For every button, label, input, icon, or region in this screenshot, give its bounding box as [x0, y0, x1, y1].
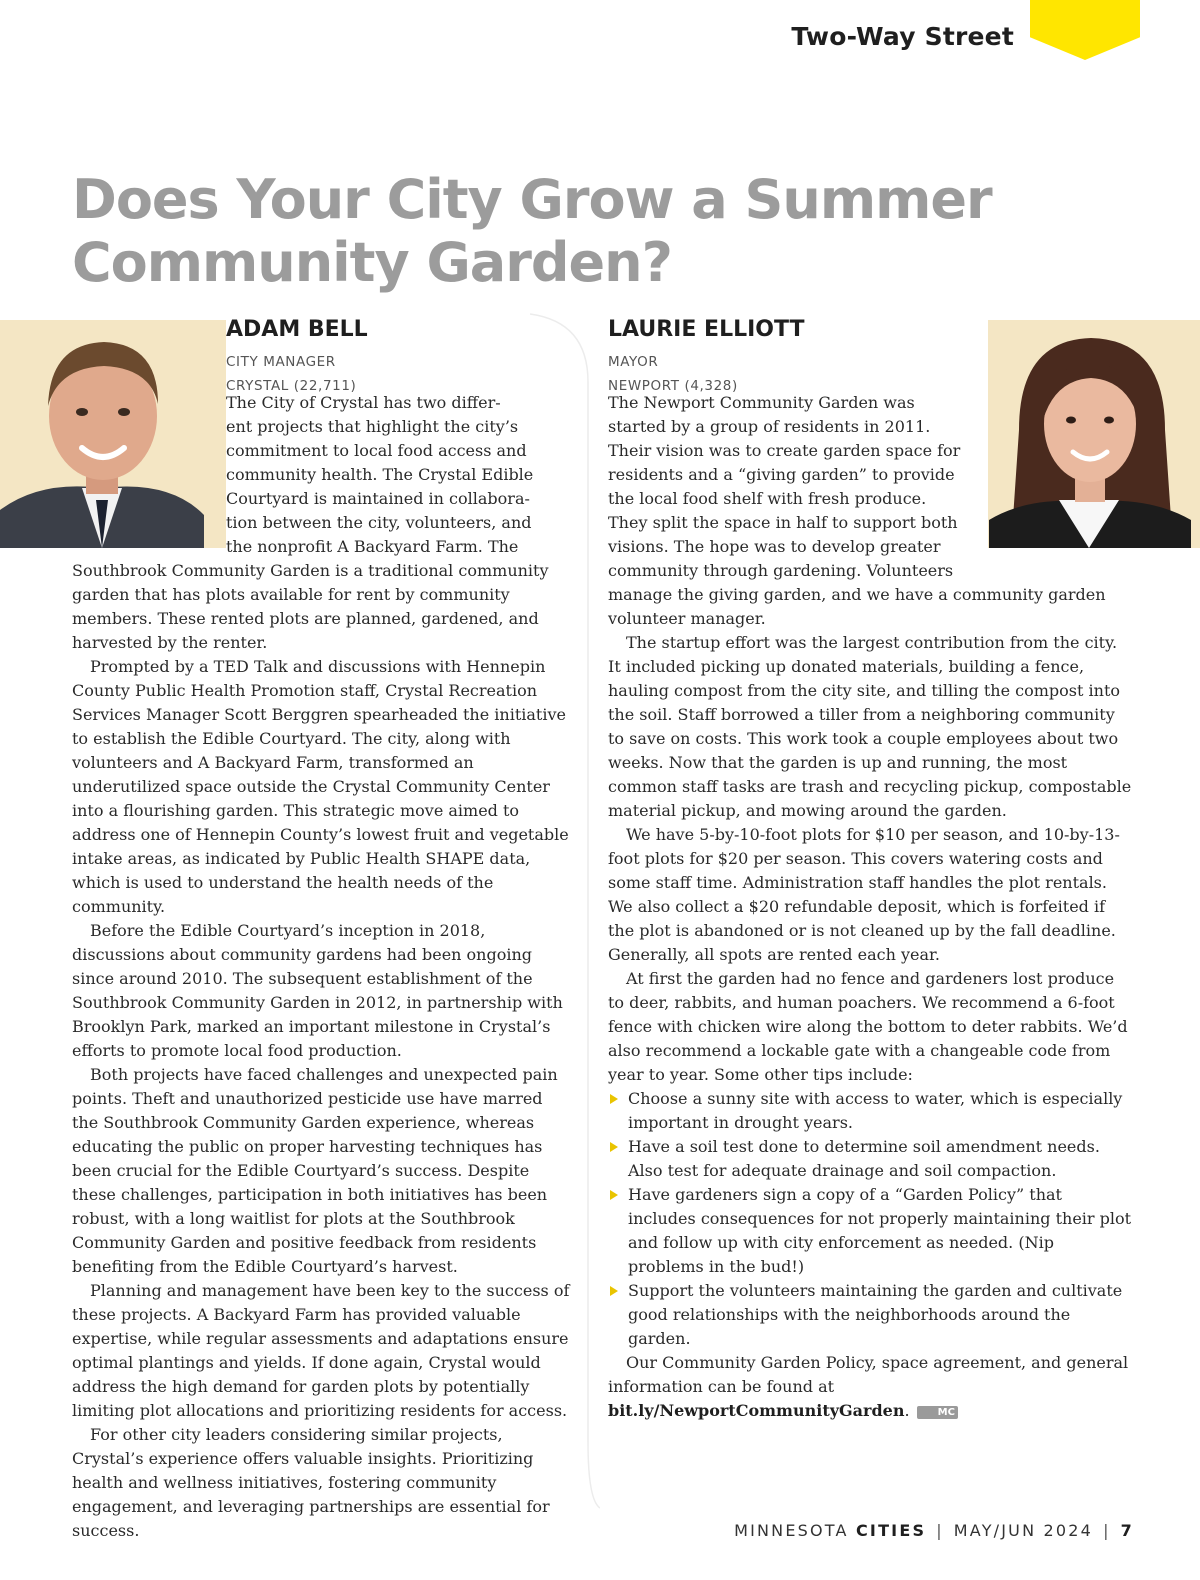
author-title: CITY MANAGER: [226, 354, 336, 370]
bullet-arrow-icon: [610, 1286, 618, 1296]
tip-text: Have gardeners sign a copy of a “Garden Policy” that includes consequences for not properly maintaining their plot and follow up with city enforcement as needed. (Nip problems in the bud!): [628, 1185, 1132, 1276]
text-line: Courtyard is maintained in collabora-: [226, 489, 530, 508]
text-line: tion between the city, volunteers, and: [226, 513, 532, 532]
paragraph: manage the giving garden, and we have a community garden volunteer manager.: [608, 585, 1106, 628]
portrait-laurie-elliott: [989, 320, 1191, 548]
closing-paragraph: [608, 1351, 1133, 1423]
text-line: the local food shelf with fresh produce.: [608, 489, 927, 508]
text-line: The City of Crystal has two differ-: [226, 393, 501, 412]
footer-separator: |: [936, 1521, 944, 1540]
list-item: [608, 1135, 1133, 1183]
text-line: Their vision was to create garden space for: [608, 441, 961, 460]
author-name: ADAM BELL: [226, 317, 368, 342]
closing-period: .: [904, 1401, 910, 1420]
tips-list: [608, 1087, 1133, 1351]
left-body-text: [72, 559, 572, 1543]
right-body-text: [608, 583, 1133, 1423]
text-line: community through gardening. Volunteers: [608, 561, 954, 580]
bullet-arrow-icon: [610, 1142, 618, 1152]
paragraph: Prompted by a TED Talk and discussions with Hennepin County Public Health Promotion staff, Crystal Recreation Services Manager Scott Berggren spearheaded the initiative to establish the Edible Courtyard. The city, along with volunteers and A Backyard Farm, transformed an underutilized space outside the Crystal Community Center into a flourishing garden. This strategic move aimed to address one of Hennepin County’s lowest fruit and vegetable intake areas, as indicated by Public Health SHAPE data, which is used to understand the health needs of the community.: [72, 657, 569, 916]
page-footer: [734, 1521, 1134, 1540]
paragraph: The startup effort was the largest contribution from the city. It included picking up donated materials, building a fence, hauling compost from the city site, and tilling the compost into the soil. Staff borrowed a tiller from a neighboring community to save on costs. This work took a couple employees about two weeks. Now that the garden is up and running, the most common staff tasks are trash and recycling pickup, compostable material pickup, and mowing around the garden.: [608, 633, 1132, 820]
left-intro-text: [226, 391, 562, 559]
section-label: Two-Way Street: [791, 22, 1014, 51]
paragraph: At first the garden had no fence and gardeners lost produce to deer, rabbits, and human poachers. We recommend a 6-foot fence with chicken wire along the bottom to deter rabbits. We’d also recommend a lockable gate with a changeable code from year to year. Some other tips include:: [608, 969, 1128, 1084]
text-line: community health. The Crystal Edible: [226, 465, 534, 484]
newport-garden-link[interactable]: bit.ly/NewportCommunityGarden: [608, 1401, 905, 1420]
text-line: ent projects that highlight the city’s: [226, 417, 519, 436]
author-city: NEWPORT (4,328): [608, 378, 738, 394]
paragraph: Before the Edible Courtyard’s inception in 2018, discussions about community gardens had been ongoing since around 2010. The subsequent establishment of the Southbrook Community Garden in 2012, in partnership with Brooklyn Park, marked an important milestone in Crystal’s efforts to promote local food production.: [72, 921, 563, 1060]
page-headline: [72, 168, 1072, 294]
text-line: commitment to local food access and: [226, 441, 527, 460]
closing-text: Our Community Garden Policy, space agreement, and general information can be found at: [608, 1353, 1129, 1396]
tip-text: Support the volunteers maintaining the garden and cultivate good relationships with the neighborhoods around the garden.: [628, 1281, 1123, 1348]
bullet-arrow-icon: [610, 1094, 618, 1104]
section-tab-marker: [1030, 0, 1140, 60]
paragraph: Southbrook Community Garden is a traditional community garden that has plots available for rent by community members. These rented plots are planned, gardened, and harvested by the renter.: [72, 561, 549, 652]
text-line: the nonprofit A Backyard Farm. The: [226, 537, 519, 556]
end-mark-icon: MC: [917, 1406, 958, 1419]
magazine-name-prefix: MINNESOTA: [734, 1521, 849, 1540]
author-city: CRYSTAL (22,711): [226, 378, 357, 394]
paragraph: We have 5-by-10-foot plots for $10 per season, and 10-by-13-foot plots for $20 per season. This covers watering costs and some staff time. Administration staff handles the plot rentals. We also collect a $20 refundable deposit, which is forfeited if the plot is abandoned or is not cleaned up by the fall deadline. Generally, all spots are rented each year.: [608, 825, 1120, 964]
page-number: 7: [1120, 1521, 1134, 1540]
magazine-name-bold: CITIES: [855, 1521, 927, 1540]
paragraph: For other city leaders considering similar projects, Crystal’s experience offers valuable insights. Prioritizing health and wellness initiatives, fostering community engagement, and leveraging partnerships are essential for success.: [72, 1425, 550, 1540]
paragraph: Both projects have faced challenges and unexpected pain points. Theft and unauthorized pesticide use have marred the Southbrook Community Garden experience, whereas educating the public on proper harvesting techniques has been crucial for the Edible Courtyard’s success. Despite these challenges, participation in both initiatives has been robust, with a long waitlist for plots at the Southbrook Community Garden and positive feedback from residents benefiting from the Edible Courtyard’s harvest.: [72, 1065, 558, 1276]
headline-line-1: Does Your City Grow a Summer: [72, 168, 992, 231]
text-line: They split the space in half to support both: [608, 513, 958, 532]
headline-line-2: Community Garden?: [72, 231, 672, 294]
author-name: LAURIE ELLIOTT: [608, 317, 805, 342]
issue-date: MAY/JUN 2024: [953, 1521, 1094, 1540]
text-line: residents and a “giving garden” to provide: [608, 465, 955, 484]
tip-text: Have a soil test done to determine soil amendment needs. Also test for adequate drainage and soil compaction.: [628, 1137, 1100, 1180]
author-title: MAYOR: [608, 354, 659, 370]
byline-left: [226, 316, 368, 398]
list-item: [608, 1183, 1133, 1279]
text-line: started by a group of residents in 2011.: [608, 417, 931, 436]
bullet-arrow-icon: [610, 1190, 618, 1200]
list-item: [608, 1087, 1133, 1135]
footer-separator: |: [1103, 1521, 1111, 1540]
portrait-adam-bell: [0, 320, 204, 548]
text-line: The Newport Community Garden was: [608, 393, 915, 412]
right-intro-text: [608, 391, 976, 583]
paragraph: Planning and management have been key to the success of these projects. A Backyard Farm has provided valuable expertise, while regular assessments and adaptations ensure optimal plantings and yields. If done again, Crystal would address the high demand for garden plots by potentially limiting plot allocations and prioritizing residents for access.: [72, 1281, 570, 1420]
list-item: [608, 1279, 1133, 1351]
tip-text: Choose a sunny site with access to water, which is especially important in drought years.: [628, 1089, 1123, 1132]
byline-right: [608, 316, 805, 398]
text-line: visions. The hope was to develop greater: [608, 537, 941, 556]
